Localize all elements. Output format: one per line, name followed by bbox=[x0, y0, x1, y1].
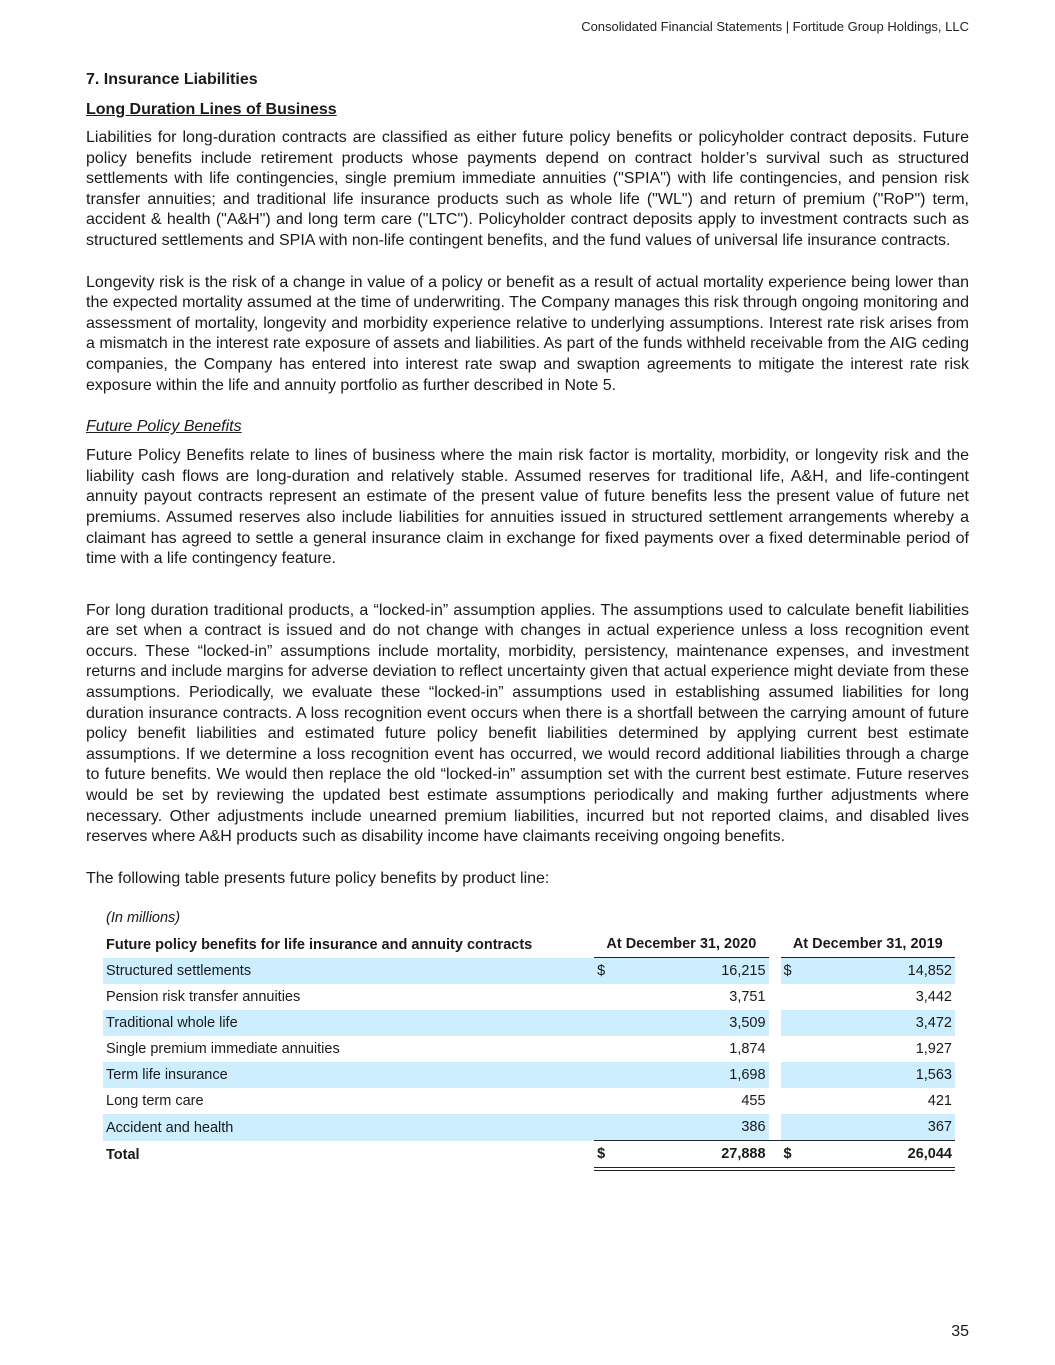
value-2019: 3,472 bbox=[801, 1010, 955, 1036]
header-col-2020: At December 31, 2020 bbox=[594, 931, 768, 958]
table-row bbox=[103, 1088, 955, 1114]
units-label: (In millions) bbox=[106, 910, 181, 927]
value-2019: 421 bbox=[927, 1093, 952, 1110]
row-label: Traditional whole life bbox=[103, 1010, 594, 1036]
value-2019: 3,442 bbox=[915, 989, 952, 1006]
value-2020: 16,215 bbox=[614, 958, 768, 985]
value-2020: 455 bbox=[741, 1093, 766, 1110]
table-row bbox=[103, 984, 955, 1010]
value-2020: 3,509 bbox=[614, 1010, 768, 1036]
table-intro: The following table presents future policy benefits by product line: bbox=[86, 869, 550, 887]
value-2020: 1,874 bbox=[729, 1041, 766, 1058]
currency-symbol: $ bbox=[594, 958, 614, 985]
long-duration-heading: Long Duration Lines of Business bbox=[86, 101, 337, 118]
table-row bbox=[103, 1010, 955, 1036]
table-row bbox=[103, 958, 955, 985]
page-number: 35 bbox=[951, 1323, 969, 1340]
future-policy-heading: Future Policy Benefits bbox=[86, 418, 242, 436]
total-2020: 27,888 bbox=[614, 1141, 768, 1170]
row-label: Long term care bbox=[106, 1093, 204, 1110]
row-label: Structured settlements bbox=[103, 958, 594, 985]
total-row bbox=[103, 1141, 955, 1170]
table-row bbox=[103, 1114, 955, 1141]
total-2019: 26,044 bbox=[801, 1141, 955, 1170]
row-label: Pension risk transfer annuities bbox=[106, 989, 301, 1006]
units-row bbox=[103, 905, 955, 931]
header-col-2019: At December 31, 2019 bbox=[781, 931, 955, 958]
page-header: Consolidated Financial Statements | Fortitude Group Holdings, LLC bbox=[581, 19, 969, 34]
section-title: 7. Insurance Liabilities bbox=[86, 71, 258, 88]
value-2019: 1,927 bbox=[915, 1041, 952, 1058]
row-label: Term life insurance bbox=[103, 1062, 594, 1088]
future-policy-benefits-table bbox=[103, 905, 955, 1171]
total-label: Total bbox=[106, 1147, 140, 1164]
table-row bbox=[103, 1036, 955, 1062]
value-2020: 3,751 bbox=[729, 989, 766, 1006]
future-policy-paragraph-1: Future Policy Benefits relate to lines of business where the main risk factor is mortality, morbidity, or longevity risk and the liability cash flows are long-duration and relatively stable. Assumed reserves for traditional life, A&H, and life-contingent annuity payout contracts represent an estimate of the present value of future benefits less the present value of future net premiums. Assumed reserves also include liabilities for annuities issued in structured settlement arrangements whereby a claimant has agreed to settle a general insurance claim in exchange for fixed payments over a fixed determinable period of time with a life contingency feature. bbox=[86, 447, 969, 568]
currency-symbol: $ bbox=[781, 958, 801, 985]
value-2019: 14,852 bbox=[801, 958, 955, 985]
value-2020: 1,698 bbox=[614, 1062, 768, 1088]
long-duration-paragraph-1: Liabilities for long-duration contracts are classified as either future policy benefits or policyholder contract deposits. Future policy benefits include retirement products whose payments depend on contract holder’s survival such as structured settlements with life contingencies, single premium immediate annuities ("SPIA") with life contingencies, and pension risk transfer annuities; and traditional life insurance products such as whole life ("WL") and return of premium ("RoP") term, accident & health ("A&H") and long term care ("LTC"). Policyholder contract deposits apply to investment contracts such as structured settlements and SPIA with non-life contingent benefits, and the fund values of universal life insurance contracts. bbox=[86, 129, 969, 249]
table-header-row bbox=[103, 931, 955, 958]
long-duration-paragraph-2: Longevity risk is the risk of a change in value of a policy or benefit as a result of actual mortality experience being lower than the expected mortality assumed at the time of underwriting. The Company manages this risk through ongoing monitoring and assessment of mortality, longevity and morbidity experience relative to underlying assumptions. Interest rate risk arises from a mismatch in the interest rate exposure of assets and liabilities. As part of the funds withheld receivable from the AIG ceding companies, the Company has entered into interest rate swap and swaption agreements to mitigate the interest rate risk exposure within the life and annuity portfolio as further described in Note 5. bbox=[86, 273, 969, 394]
value-2020: 386 bbox=[614, 1114, 768, 1141]
row-label: Single premium immediate annuities bbox=[106, 1041, 340, 1058]
currency-symbol: $ bbox=[594, 1141, 614, 1170]
value-2019: 367 bbox=[801, 1114, 955, 1141]
table-row bbox=[103, 1062, 955, 1088]
document-body bbox=[86, 70, 969, 1171]
header-label: Future policy benefits for life insurance and annuity contracts bbox=[106, 936, 533, 953]
currency-symbol: $ bbox=[781, 1141, 801, 1170]
row-label: Accident and health bbox=[103, 1114, 594, 1141]
value-2019: 1,563 bbox=[801, 1062, 955, 1088]
future-policy-paragraph-2: For long duration traditional products, a “locked-in” assumption applies. The assumptions used to calculate benefit liabilities are set when a contract is issued and do not change with changes in actual experience unless a loss recognition event occurs. These “locked-in” assumptions include mortality, morbidity, persistency, maintenance expenses, and investment returns and include margins for adverse deviation to reflect uncertainty given that actual experience might deviate from these assumptions. Periodically, we evaluate these “locked-in” assumptions used in establishing assumed liabilities for long duration insurance contracts. A loss recognition event occurs when there is a shortfall between the carrying amount of future policy benefit liabilities and estimated future policy benefit liabilities determined by applying current best estimate assumptions. If we determine a loss recognition event has occurred, we would record additional liabilities through a charge to future benefits. We would then replace the old “locked-in” assumption set with the current best estimate. Future reserves would be set by reviewing the updated best estimate assumptions periodically and making further adjustments where necessary. Other adjustments include unearned premium liabilities, incurred but not reported claims, and disabled lives reserves where A&H products such as disability income have claimants receiving ongoing benefits. bbox=[86, 601, 969, 846]
